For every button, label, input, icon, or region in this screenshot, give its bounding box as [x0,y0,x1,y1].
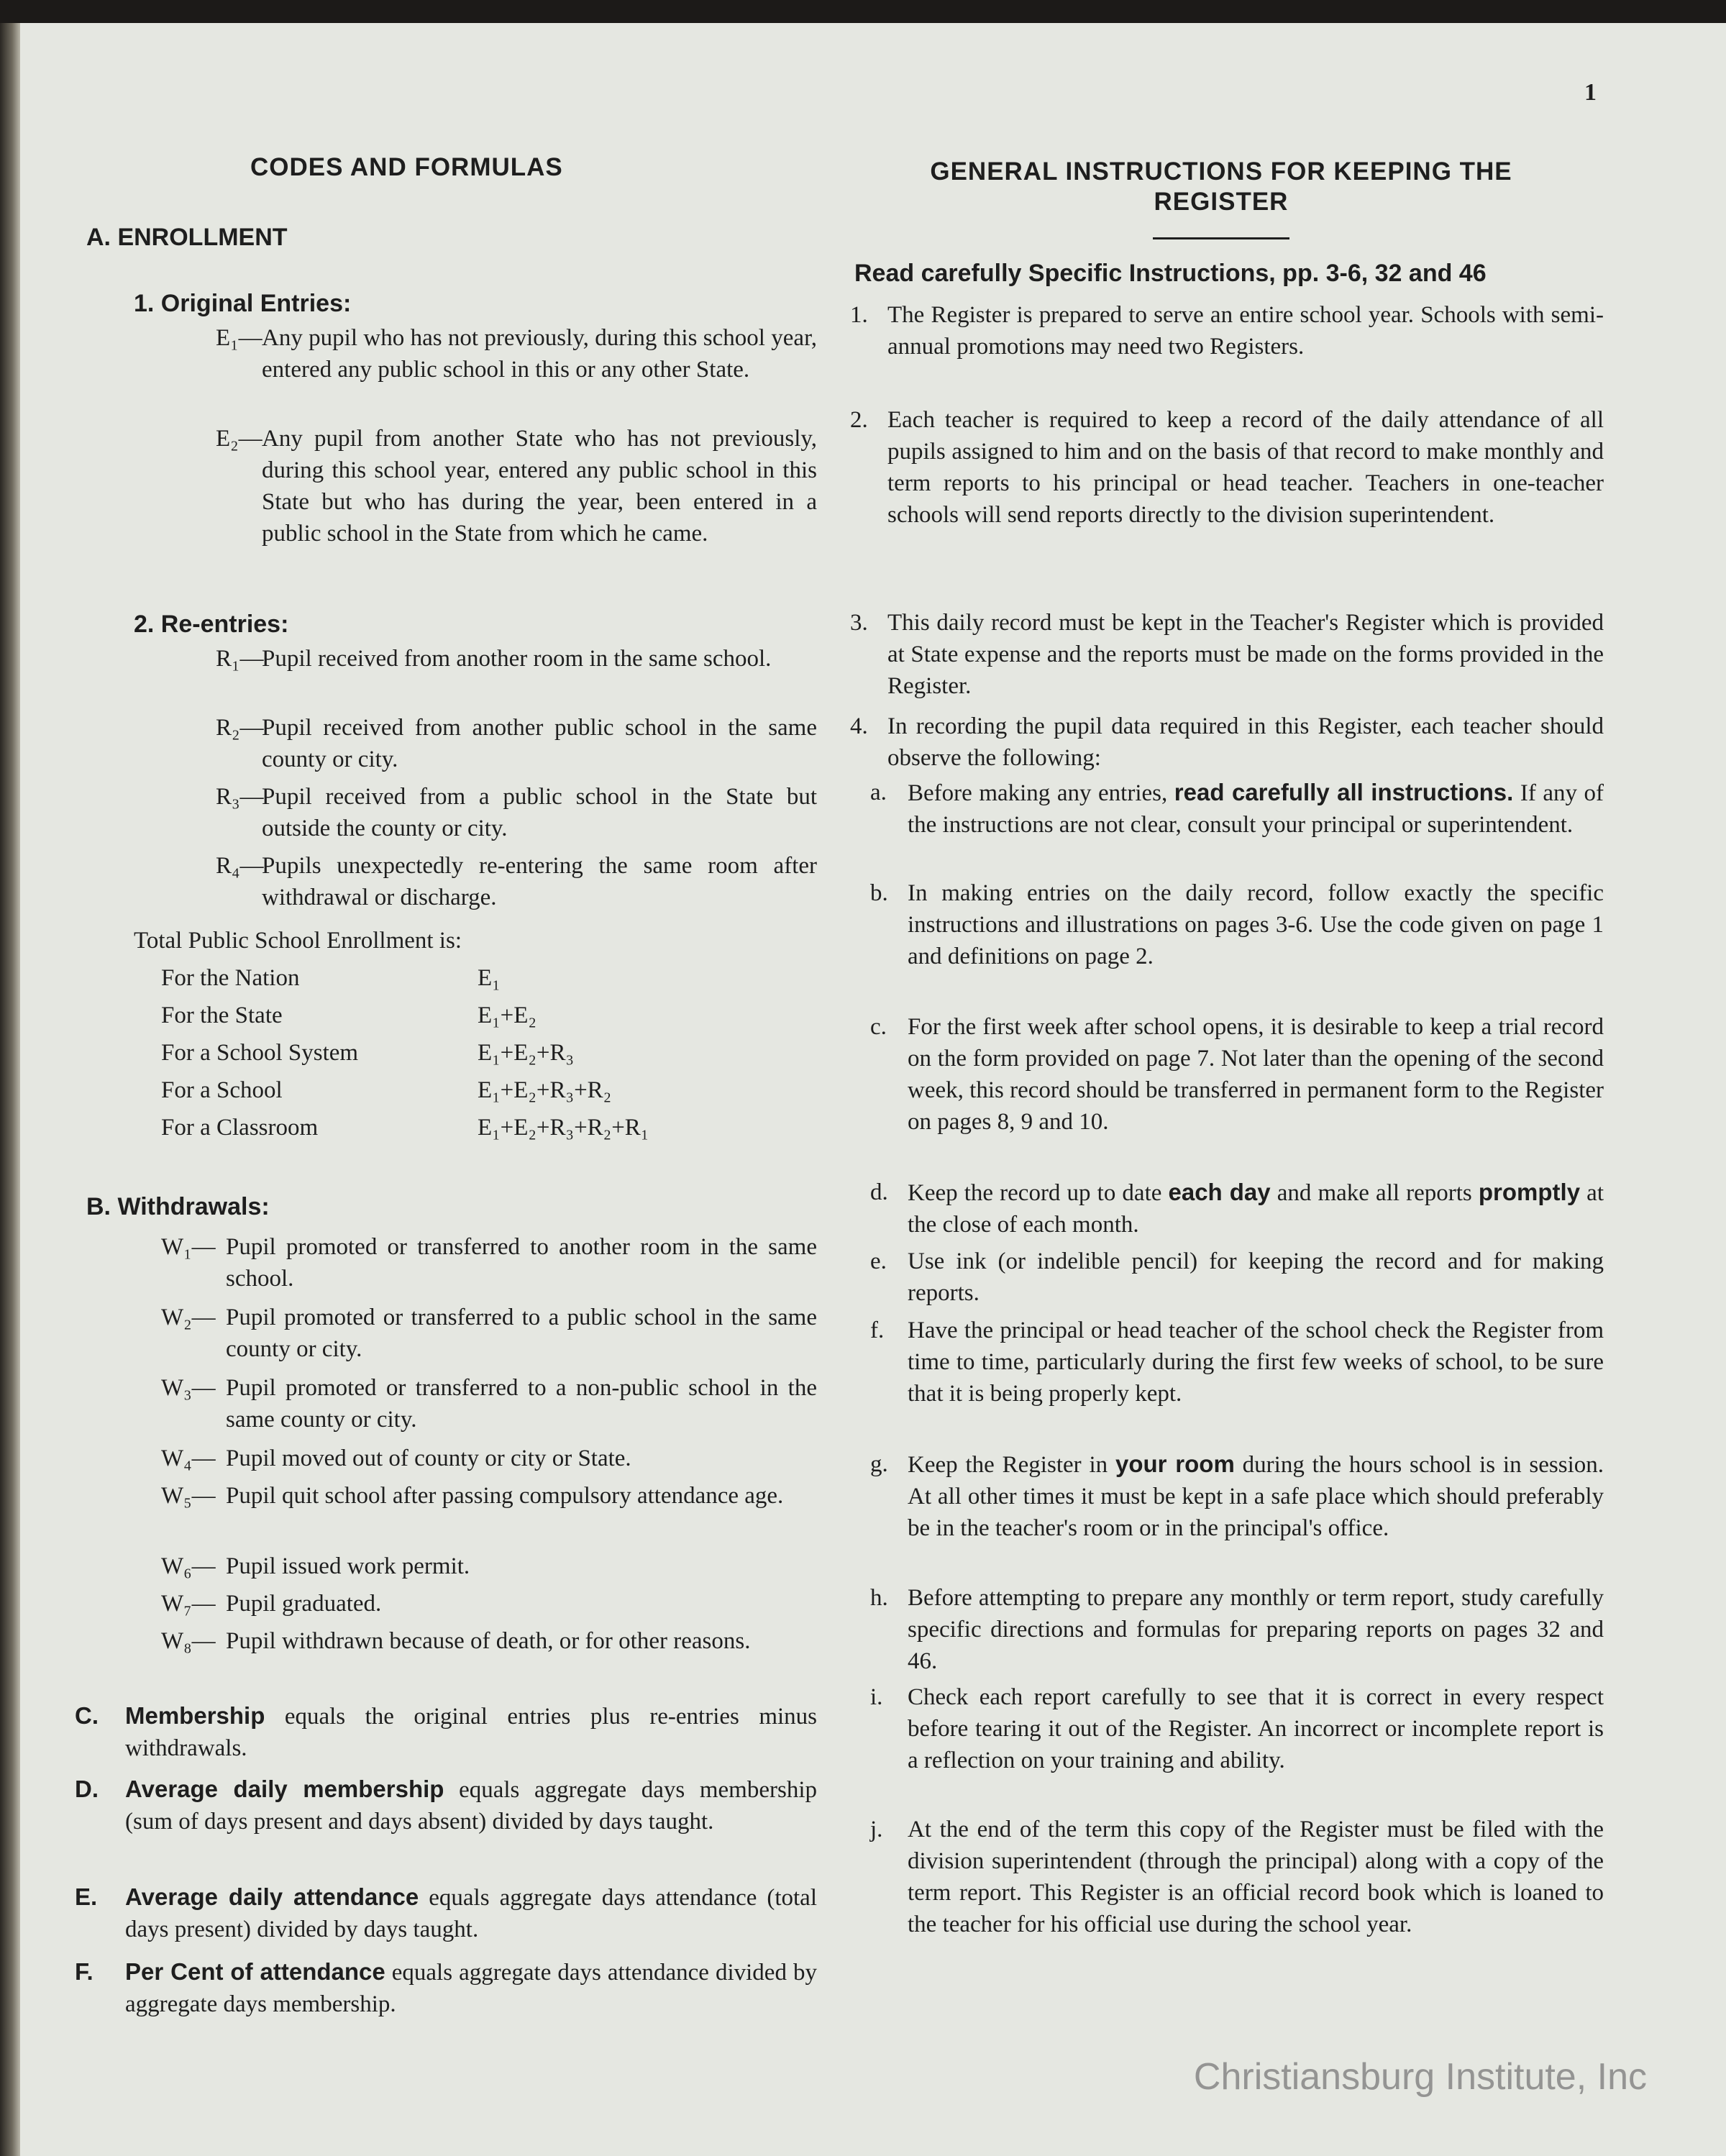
code-r1-label: R₁— [216,646,264,672]
instruction-4d-post: at the close of each month. [908,1180,1604,1238]
total-row-formula: E₁+E₂+R₃ [478,1040,575,1066]
original-entries-heading: 1. Original Entries: [134,290,352,317]
code-w2-text: Pupil promoted or transferred to a public school in the same county or city. [226,1305,817,1362]
code-r2-label: R₂— [216,715,264,741]
code-r1-text: Pupil received from another room in the same school. [262,646,772,672]
instruction-4f: f. Have the principal or head teacher of the school check the Register from time to time, particularly during the first few weeks of school, to be sure that it is being properly kept. [870,1315,1604,1410]
section-e-term: Average daily attendance [125,1883,419,1910]
instruction-4: 4. In recording the pupil data required in this Register, each teacher should observe the following: [850,711,1604,774]
code-e2 [216,423,817,549]
instruction-4i-text: Check each report carefully to see that it is correct in every respect before tearing it out of the Register. An incorrect or incomplete report is a reflection on your training and ability. [908,1684,1604,1773]
code-w2-label: W₂— [161,1305,216,1330]
code-e1 [216,322,817,385]
instruction-4d-pre: Keep the record up to date [908,1180,1162,1206]
instruction-4b-text: In making entries on the daily record, follow exactly the specific instructions and illustrations on pages 3-6. Use the code given on page 1 and definitions on page 2. [908,880,1604,969]
code-r4 [216,850,817,913]
code-w5 [161,1480,817,1512]
code-w5-text: Pupil quit school after passing compulsory attendance age. [226,1483,784,1509]
instruction-4f-text: Have the principal or head teacher of the school check the Register from time to time, particularly during the first few weeks of school, to be sure that it is being properly kept. [908,1317,1604,1407]
total-row-formula: E₁+E₂+R₃+R₂ [478,1077,612,1103]
instruction-4d-bold2: promptly [1478,1179,1581,1205]
section-e-average-attendance [75,1881,817,1945]
read-carefully-note: Read carefully Specific Instructions, pp. 3-6, 32 and 46 [854,260,1487,287]
total-row-label: For a Classroom [161,1115,319,1141]
instruction-4j: j. At the end of the term this copy of the Register must be filed with the division superintendent (through the principal) along with a copy of the term report. This Register is an official record book which is loaned to the teacher for his official use during the school year. [870,1814,1604,1940]
page-number: 1 [1584,79,1597,106]
section-f-text: equals aggregate days attendance divided by aggregate days membership. [125,1960,817,2017]
instruction-4h-text: Before attempting to prepare any monthly or term report, study carefully specific directions and formulas for preparing reports on pages 32 and 46. [908,1585,1604,1674]
section-e-letter: E. [75,1883,98,1910]
instruction-4e-text: Use ink (or indelible pencil) for keeping the record and for making reports. [908,1248,1604,1306]
code-w5-label: W₅— [161,1483,216,1509]
code-w7 [161,1588,817,1620]
code-w7-text: Pupil graduated. [226,1591,382,1617]
code-w4-text: Pupil moved out of county or city or State. [226,1445,631,1471]
total-enrollment-label: Total Public School Enrollment is: [134,928,462,954]
instructions-heading-line1: GENERAL INSTRUCTIONS FOR KEEPING THE [930,157,1512,186]
document-page [20,23,1726,2156]
section-e-text: equals aggregate days attendance (total days present) divided by days taught. [125,1885,817,1942]
total-row-label: For a School [161,1077,283,1103]
section-c-term: Membership [125,1702,265,1729]
instruction-4a: a. Before making any entries, read carefully all instructions. If any of the instructions are not clear, consult your principal or superintendent. [870,779,1604,838]
section-d-average-membership [75,1773,817,1837]
instruction-1-text: The Register is prepared to serve an entire school year. Schools with semi-annual promotions may need two Registers. [887,302,1604,360]
code-w4-label: W₄— [161,1445,216,1471]
instruction-4-text: In recording the pupil data required in this Register, each teacher should observe the following: [887,713,1604,771]
code-w8-text: Pupil withdrawn because of death, or for other reasons. [226,1628,751,1654]
instruction-4c: c. For the first week after school opens, it is desirable to keep a trial record on the form provided on page 7. Not later than the opening of the second week, this record should be transferred in permanent form to the Register on pages 8, 9 and 10. [870,1011,1604,1138]
book-spine [0,23,20,2156]
code-e1-text: Any pupil who has not previously, during this school year, entered any public school in this or any other State. [262,325,817,383]
section-c-membership [75,1700,817,1764]
instructions-heading-line2: REGISTER [1154,188,1289,216]
code-r3-text: Pupil received from a public school in the State but outside the county or city. [262,784,817,841]
instruction-4g: g. Keep the Register in your room during the hours school is in session. At all other times it must be kept in a safe place which should preferably be in the teacher's room or in the principal's office. [870,1451,1604,1541]
instruction-4g-post: during the hours school is in session. At all other times it must be kept in a safe place which should preferably be in the teacher's room or in the principal's office. [908,1452,1604,1541]
code-e1-label: E₁— [216,325,262,351]
code-w3-label: W₃— [161,1375,216,1401]
instruction-4d: d. Keep the record up to date each day and make all reports promptly at the close of each month. [870,1179,1604,1238]
instruction-4j-text: At the end of the term this copy of the Register must be filed with the division superintendent (through the principal) along with a copy of the term report. This Register is an official record book which is loaned to the teacher for his official use during the school year. [908,1817,1604,1937]
code-w1-text: Pupil promoted or transferred to another room in the same school. [226,1234,817,1292]
code-w7-label: W₇— [161,1591,216,1617]
code-w6-label: W₆— [161,1553,216,1579]
heading-underline [1153,237,1289,239]
section-b-withdrawals: B. Withdrawals: [86,1193,270,1220]
instruction-2: 2. Each teacher is required to keep a record of the daily attendance of all pupils assigned to him and on the basis of that record to make monthly and term reports to his principal or head teacher. Teachers in one-teacher schools will send reports directly to the division superintendent. [850,404,1604,531]
watermark: Christiansburg Institute, Inc [1193,2056,1647,2098]
total-row-formula: E₁+E₂+R₃+R₂+R₁ [478,1115,649,1141]
instruction-4c-text: For the first week after school opens, it is desirable to keep a trial record on the form provided on page 7. Not later than the opening of the second week, this record should be transferred in permanent form to the Register on pages 8, 9 and 10. [908,1014,1604,1135]
section-f-percent-attendance [75,1956,817,2020]
instruction-4i: i. Check each report carefully to see that it is correct in every respect before tearing it out of the Register. An incorrect or incomplete report is a reflection on your training and ability. [870,1681,1604,1776]
code-w8-label: W₈— [161,1628,216,1654]
code-r4-text: Pupils unexpectedly re-entering the same room after withdrawal or discharge. [262,853,817,910]
section-c-letter: C. [75,1702,99,1729]
instruction-4g-pre: Keep the Register in [908,1452,1108,1478]
total-row-formula: E₁ [478,965,501,991]
instruction-3-text: This daily record must be kept in the Teacher's Register which is provided at State expense and the reports must be made on the forms provided in the Register. [887,610,1604,699]
section-f-letter: F. [75,1958,93,1985]
instruction-4a-bold: read carefully all instructions. [1174,779,1514,805]
total-row-label: For the State [161,1002,283,1028]
total-row-formula: E₁+E₂ [478,1002,536,1028]
code-w2 [161,1302,817,1365]
section-d-text: equals aggregate days membership (sum of days present and days absent) divided by days taught. [125,1777,817,1835]
instruction-4a-pre: Before making any entries, [908,780,1168,806]
code-w3 [161,1372,817,1435]
code-e2-text: Any pupil from another State who has not previously, during this school year, entered any public school in this State but who has during the year, been entered in a public school in the State from which he came. [262,426,817,547]
instruction-4e: e. Use ink (or indelible pencil) for keeping the record and for making reports. [870,1246,1604,1309]
instruction-4b: b. In making entries on the daily record, follow exactly the specific instructions and illustrations on pages 3-6. Use the code given on page 1 and definitions on page 2. [870,877,1604,972]
code-r2-text: Pupil received from another public school in the same county or city. [262,715,817,772]
section-c-text: equals the original entries plus re-entries minus withdrawals. [125,1704,817,1761]
code-w8 [161,1625,817,1657]
section-d-term: Average daily membership [125,1776,444,1802]
code-w6-text: Pupil issued work permit. [226,1553,470,1579]
section-f-term: Per Cent of attendance [125,1958,385,1985]
code-r3 [216,781,817,844]
code-r4-label: R₄— [216,853,264,879]
code-w6 [161,1550,817,1582]
code-w4 [161,1443,817,1474]
total-row-label: For the Nation [161,965,300,991]
instruction-4g-bold: your room [1115,1451,1235,1477]
instruction-3: 3. This daily record must be kept in the Teacher's Register which is provided at State expense and the reports must be made on the forms provided in the Register. [850,607,1604,702]
instruction-4a-post: If any of the instructions are not clear, consult your principal or superintendent. [908,780,1604,838]
code-w3-text: Pupil promoted or transferred to a non-public school in the same county or city. [226,1375,817,1433]
code-w1-label: W₁— [161,1234,216,1260]
instruction-4d-bold1: each day [1168,1179,1271,1205]
re-entries-heading: 2. Re-entries: [134,611,289,638]
instruction-2-text: Each teacher is required to keep a record of the daily attendance of all pupils assigned to him and on the basis of that record to make monthly and term reports to his principal or head teacher. Teachers in one-teacher schools will send reports directly to the division superintendent. [887,407,1604,528]
code-r3-label: R₃— [216,784,264,810]
codes-heading: CODES AND FORMULAS [250,153,563,181]
code-r1 [216,643,817,675]
total-row-label: For a School System [161,1040,359,1066]
instruction-1: 1. The Register is prepared to serve an entire school year. Schools with semi-annual promotions may need two Registers. [850,299,1604,362]
code-w1 [161,1231,817,1294]
section-d-letter: D. [75,1776,99,1802]
instruction-4d-mid: and make all reports [1277,1180,1472,1206]
section-a-enrollment: A. ENROLLMENT [86,224,288,251]
instruction-4h: h. Before attempting to prepare any monthly or term report, study carefully specific directions and formulas for preparing reports on pages 32 and 46. [870,1582,1604,1677]
code-e2-label: E₂— [216,426,262,452]
code-r2 [216,712,817,775]
